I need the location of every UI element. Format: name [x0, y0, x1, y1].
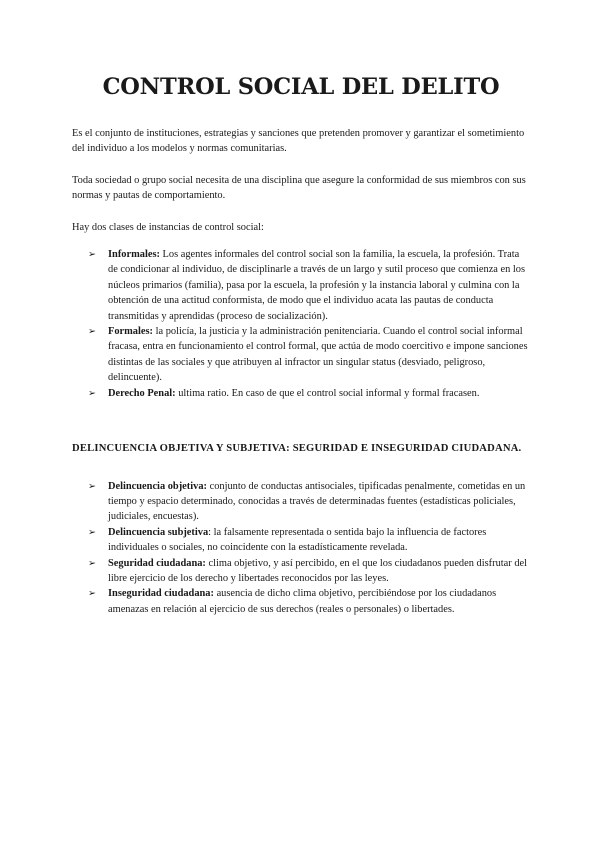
- list-item-text: la policía, la justicia y la administración penitenciaria. Cuando el control social informal fracasa, entra en funcionamiento el control formal, que actúa de modo coercitivo e impone sanciones distintas de las sociales y que atribuyen al infractor un singular status (desviado, peligroso, delincuente).: [108, 326, 528, 384]
- list-item-text: : la falsamente representada o sentida bajo la influencia de factores individuales o sociales, no coincidente con la estadísticamente revelada.: [108, 526, 487, 554]
- arrow-bullet-icon: ➢: [88, 326, 96, 338]
- list-item-text: Los agentes informales del control social son la familia, la escuela, la profesión. Trata de condicionar al individuo, de disciplinarle a través de un largo y sutil proceso que comienza en los núcleos primarios (familia), pasa por la escuela, la profesión y la instancia laboral y culmina con la obtención de una actitud conformista, de modo que el individuo acata las pautas de conducta transmitidas y aprendidas (proceso de socialización).: [108, 249, 526, 322]
- control-types-list: [72, 247, 530, 401]
- list-item-derecho-penal: [88, 386, 530, 401]
- list-item-term: Delincuencia objetiva:: [108, 480, 207, 492]
- list-item-text: clima objetivo, y así percibido, en el que los ciudadanos pueden disfrutar del libre ejercicio de los derecho y libertades reconocidos por las leyes.: [108, 557, 528, 584]
- delinquency-list: [72, 479, 530, 618]
- society-discipline-paragraph: Toda sociedad o grupo social necesita de una disciplina que asegure la conformidad de sus miembros con sus normas y pautas de comportamiento.: [72, 174, 526, 202]
- list-item-delincuencia-subjetiva: [88, 525, 530, 556]
- list-item-formales: [88, 324, 530, 386]
- arrow-bullet-icon: ➢: [88, 249, 96, 261]
- list-item-text: ausencia de dicho clima objetivo, percibiéndose por los ciudadanos amenazas en relación al ejercicio de sus derechos (reales o personales) o libertades.: [108, 588, 497, 615]
- arrow-bullet-icon: ➢: [88, 480, 96, 492]
- list-item-text: conjunto de conductas antisociales, tipificadas penalmente, cometidas en un tiempo y espacio determinado, conocidas a través de determinadas fuentes (estadísticas policiales, judiciales, encuestas).: [108, 480, 526, 523]
- control-types-intro-paragraph: Hay dos clases de instancias de control social:: [72, 221, 264, 233]
- arrow-bullet-icon: ➢: [88, 387, 96, 399]
- list-item-term: Informales:: [108, 249, 160, 261]
- list-item-term: Derecho Penal:: [108, 387, 176, 399]
- arrow-bullet-icon: ➢: [88, 526, 96, 538]
- list-item-seguridad-ciudadana: [88, 556, 530, 587]
- list-item-term: Seguridad ciudadana:: [108, 557, 206, 569]
- list-item-inseguridad-ciudadana: [88, 586, 530, 617]
- section-heading: DELINCUENCIA OBJETIVA Y SUBJETIVA: SEGURIDAD E INSEGURIDAD CIUDADANA.: [72, 443, 522, 455]
- list-item-delincuencia-objetiva: [88, 479, 530, 525]
- document-title: CONTROL SOCIAL DEL DELITO: [102, 74, 500, 100]
- list-item-term: Formales:: [108, 326, 154, 338]
- list-item-text: ultima ratio. En caso de que el control social informal y formal fracasen.: [175, 387, 480, 399]
- arrow-bullet-icon: ➢: [88, 557, 96, 569]
- intro-definition-paragraph: Es el conjunto de instituciones, estrategias y sanciones que pretenden promover y garantizar el sometimiento del individuo a los modelos y normas comunitarias.: [72, 128, 525, 155]
- list-item-term: Delincuencia subjetiva: [108, 526, 209, 538]
- arrow-bullet-icon: ➢: [88, 588, 96, 600]
- list-item-informales: [88, 247, 530, 324]
- list-item-term: Inseguridad ciudadana:: [108, 588, 214, 600]
